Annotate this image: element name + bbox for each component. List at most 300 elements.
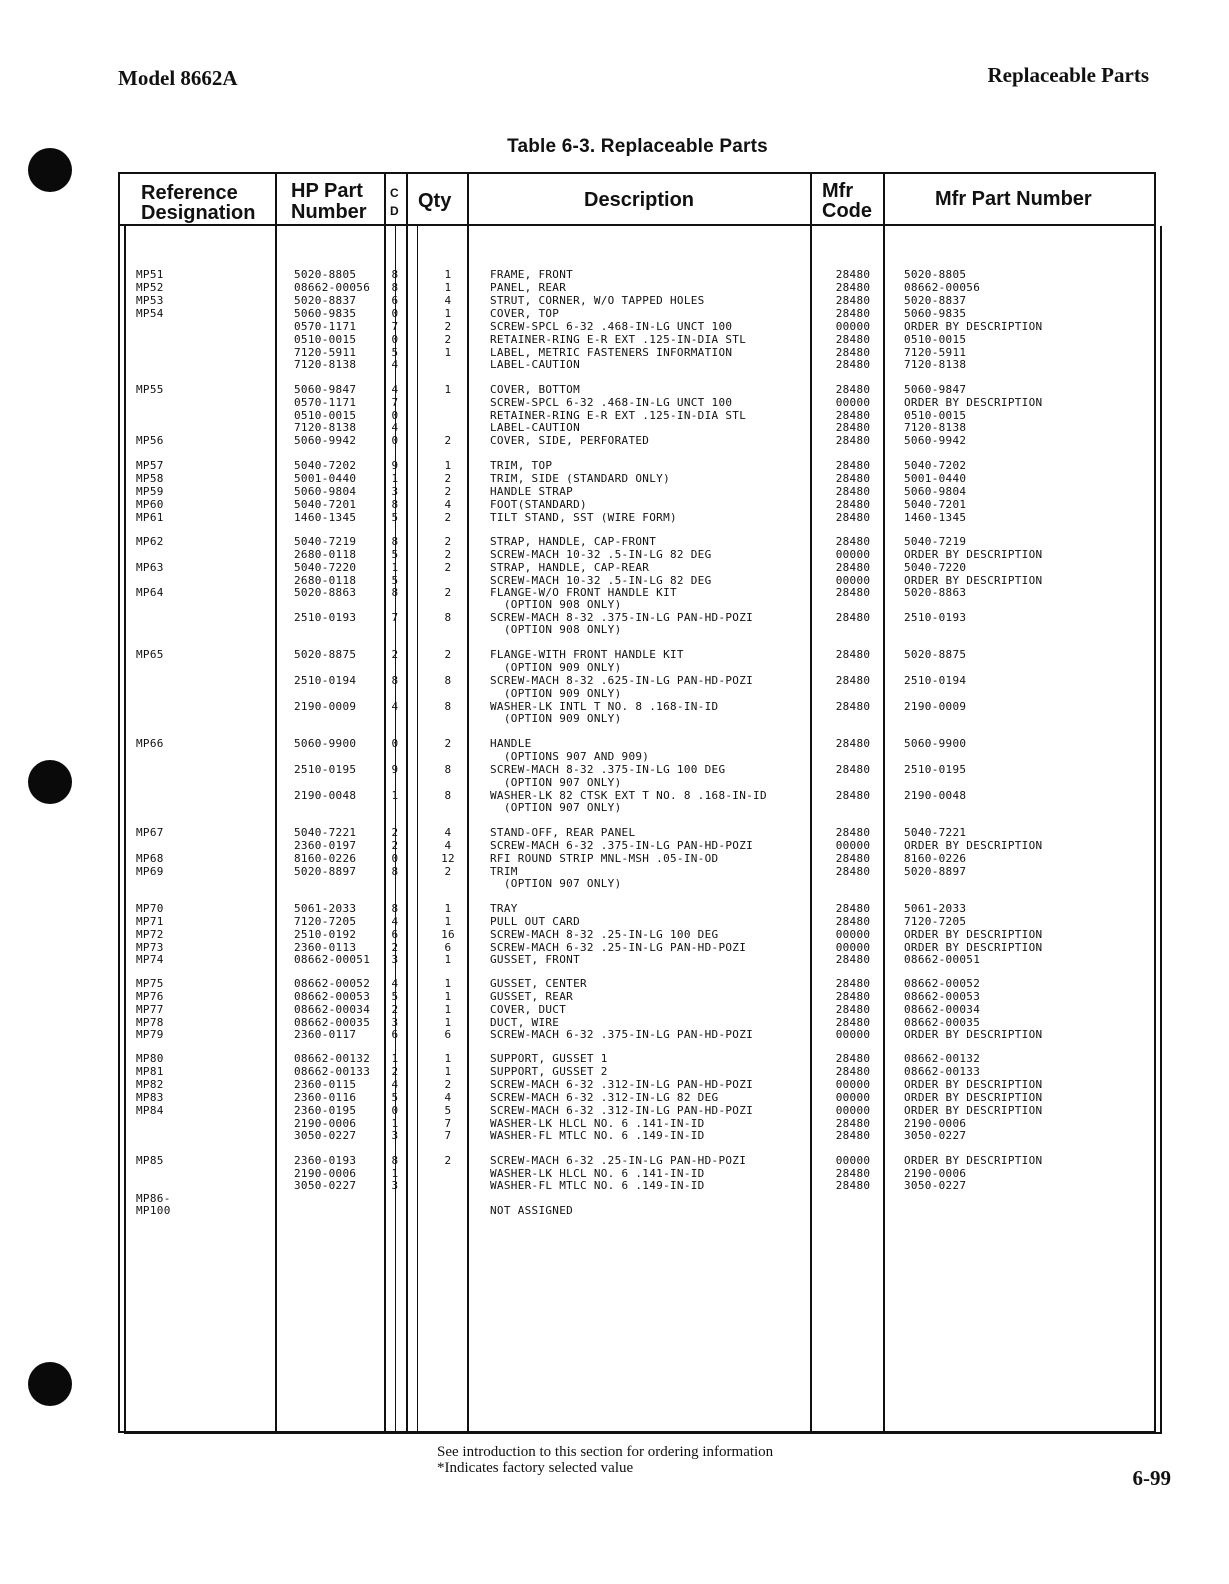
- table-row: [0, 990, 1229, 1003]
- ref-designation: MP84: [136, 1104, 164, 1117]
- description: FLANGE-W/O FRONT HANDLE KIT: [490, 586, 677, 599]
- quantity: 4: [444, 498, 452, 511]
- ref-designation: MP100: [136, 1204, 171, 1217]
- ref-designation: MP56: [136, 434, 164, 447]
- ref-designation: MP63: [136, 561, 164, 574]
- description: HANDLE STRAP: [490, 485, 574, 498]
- hp-part-number: 08662-00034: [294, 1003, 371, 1016]
- table-row: [0, 1003, 1229, 1016]
- mfr-part-number: 08662-00052: [904, 977, 981, 990]
- quantity: 4: [444, 1091, 452, 1104]
- table-row: [0, 1154, 1229, 1167]
- table-row: [0, 333, 1229, 346]
- quantity: 1: [444, 1016, 452, 1029]
- ref-designation: MP69: [136, 865, 164, 878]
- quantity: 8: [444, 789, 452, 802]
- hp-part-number: 2190-0048: [294, 789, 357, 802]
- table-row: [0, 320, 1229, 333]
- ref-designation: MP64: [136, 586, 164, 599]
- hp-part-number: 5040-7201: [294, 498, 357, 511]
- description: SCREW-MACH 6-32 .375-IN-LG PAN-HD-POZI: [490, 839, 754, 852]
- mfr-code: 28480: [835, 865, 871, 878]
- mfr-code: 28480: [835, 333, 871, 346]
- table-inner-bottom-rule: [124, 1432, 1162, 1434]
- mfr-part-number: 7120-7205: [904, 915, 967, 928]
- ref-designation: MP78: [136, 1016, 164, 1029]
- check-digit: 4: [391, 1078, 399, 1091]
- quantity: 5: [444, 1104, 452, 1117]
- quantity: 1: [444, 977, 452, 990]
- table-row: [0, 712, 1229, 725]
- table-row: [0, 421, 1229, 434]
- check-digit: 5: [391, 548, 399, 561]
- quantity: 2: [444, 586, 452, 599]
- mfr-code: 28480: [835, 674, 871, 687]
- description: FLANGE-WITH FRONT HANDLE KIT: [490, 648, 684, 661]
- hp-part-number: 2510-0192: [294, 928, 357, 941]
- header-rule: [118, 224, 1154, 226]
- mfr-code: 28480: [835, 268, 871, 281]
- check-digit: 3: [391, 1179, 399, 1192]
- hp-part-number: 7120-8138: [294, 358, 357, 371]
- mfr-part-number: 5060-9942: [904, 434, 967, 447]
- description: STRAP, HANDLE, CAP-FRONT: [490, 535, 657, 548]
- description: STRAP, HANDLE, CAP-REAR: [490, 561, 650, 574]
- description: RFI ROUND STRIP MNL-MSH .05-IN-OD: [490, 852, 719, 865]
- mfr-code: 00000: [835, 548, 871, 561]
- mfr-part-number: 2190-0006: [904, 1167, 967, 1180]
- mfr-part-number: ORDER BY DESCRIPTION: [904, 574, 1043, 587]
- ref-designation: MP85: [136, 1154, 164, 1167]
- col-header-ref-line2: Designation: [141, 202, 256, 224]
- hp-part-number: 2510-0195: [294, 763, 357, 776]
- ref-designation: MP57: [136, 459, 164, 472]
- table-row: [0, 511, 1229, 524]
- table-row: [0, 548, 1229, 561]
- mfr-code: 28480: [835, 1003, 871, 1016]
- ref-designation: MP71: [136, 915, 164, 928]
- quantity: 2: [444, 865, 452, 878]
- description: SCREW-MACH 8-32 .375-IN-LG PAN-HD-POZI: [490, 611, 754, 624]
- description: NOT ASSIGNED: [490, 1204, 574, 1217]
- mfr-code: 28480: [835, 346, 871, 359]
- table-row: [0, 801, 1229, 814]
- check-digit: 8: [391, 535, 399, 548]
- table-row: [0, 535, 1229, 548]
- hp-part-number: 2680-0118: [294, 574, 357, 587]
- quantity: 8: [444, 700, 452, 713]
- mfr-part-number: ORDER BY DESCRIPTION: [904, 396, 1043, 409]
- quantity: 2: [444, 648, 452, 661]
- mfr-code: 28480: [835, 459, 871, 472]
- hp-part-number: 7120-5911: [294, 346, 357, 359]
- check-digit: 5: [391, 346, 399, 359]
- mfr-code: 28480: [835, 826, 871, 839]
- mfr-part-number: 5040-7220: [904, 561, 967, 574]
- mfr-code: 28480: [835, 485, 871, 498]
- check-digit: 0: [391, 737, 399, 750]
- table-row: [0, 648, 1229, 661]
- table-row: [0, 459, 1229, 472]
- description: SCREW-MACH 6-32 .25-IN-LG PAN-HD-POZI: [490, 1154, 747, 1167]
- table-row: [0, 358, 1229, 371]
- check-digit: 3: [391, 953, 399, 966]
- check-digit: 4: [391, 421, 399, 434]
- description: SCREW-MACH 6-32 .312-IN-LG 82 DEG: [490, 1091, 719, 1104]
- table-row: [0, 902, 1229, 915]
- mfr-part-number: 5040-7221: [904, 826, 967, 839]
- footer-note-ordering: See introduction to this section for ordering information: [437, 1444, 774, 1460]
- mfr-part-number: 2510-0195: [904, 763, 967, 776]
- check-digit: 1: [391, 1167, 399, 1180]
- mfr-code: 28480: [835, 358, 871, 371]
- mfr-part-number: 8160-0226: [904, 852, 967, 865]
- mfr-part-number: 0510-0015: [904, 409, 967, 422]
- quantity: 2: [444, 472, 452, 485]
- hp-part-number: 08662-00053: [294, 990, 371, 1003]
- mfr-code: 00000: [835, 839, 871, 852]
- check-digit: 2: [391, 826, 399, 839]
- mfr-part-number: 5060-9835: [904, 307, 967, 320]
- col-header-hp-line1: HP Part: [291, 180, 363, 202]
- ref-designation: MP60: [136, 498, 164, 511]
- description: (OPTION 907 ONLY): [490, 776, 622, 789]
- table-row: [0, 281, 1229, 294]
- table-row: [0, 674, 1229, 687]
- col-header-description: Description: [584, 189, 695, 211]
- description: TRIM: [490, 865, 518, 878]
- description: STAND-OFF, REAR PANEL: [490, 826, 636, 839]
- ref-designation: MP81: [136, 1065, 164, 1078]
- mfr-code: 28480: [835, 763, 871, 776]
- ref-designation: MP61: [136, 511, 164, 524]
- mfr-part-number: 2190-0009: [904, 700, 967, 713]
- description: HANDLE: [490, 737, 532, 750]
- mfr-part-number: 5020-8875: [904, 648, 967, 661]
- quantity: 8: [444, 611, 452, 624]
- quantity: 4: [444, 839, 452, 852]
- description: SCREW-MACH 10-32 .5-IN-LG 82 DEG: [490, 548, 712, 561]
- mfr-code: 00000: [835, 928, 871, 941]
- ref-designation: MP67: [136, 826, 164, 839]
- table-row: [0, 1179, 1229, 1192]
- mfr-code: 28480: [835, 586, 871, 599]
- mfr-code: 28480: [835, 307, 871, 320]
- mfr-code: 28480: [835, 737, 871, 750]
- ref-designation: MP58: [136, 472, 164, 485]
- description: FOOT(STANDARD): [490, 498, 587, 511]
- hp-part-number: 2360-0195: [294, 1104, 357, 1117]
- mfr-part-number: 2510-0194: [904, 674, 967, 687]
- hp-part-number: 5040-7219: [294, 535, 357, 548]
- check-digit: 0: [391, 852, 399, 865]
- ref-designation: MP72: [136, 928, 164, 941]
- col-header-mfr-line1: Mfr: [822, 180, 854, 202]
- binder-hole-top: [28, 148, 72, 192]
- table-row: [0, 1078, 1229, 1091]
- ref-designation: MP76: [136, 990, 164, 1003]
- hp-part-number: 08662-00052: [294, 977, 371, 990]
- quantity: 2: [444, 320, 452, 333]
- check-digit: 5: [391, 1091, 399, 1104]
- check-digit: 2: [391, 839, 399, 852]
- description: SCREW-MACH 6-32 .25-IN-LG PAN-HD-POZI: [490, 941, 747, 954]
- ref-designation: MP54: [136, 307, 164, 320]
- description: (OPTION 909 ONLY): [490, 687, 622, 700]
- hp-part-number: 2360-0115: [294, 1078, 357, 1091]
- table-row: [0, 839, 1229, 852]
- hp-part-number: 5020-8837: [294, 294, 357, 307]
- description: WASHER-FL MTLC NO. 6 .149-IN-ID: [490, 1179, 705, 1192]
- mfr-part-number: ORDER BY DESCRIPTION: [904, 548, 1043, 561]
- ref-designation: MP73: [136, 941, 164, 954]
- mfr-part-number: 08662-00132: [904, 1052, 981, 1065]
- quantity: 2: [444, 1154, 452, 1167]
- hp-part-number: 08662-00132: [294, 1052, 371, 1065]
- mfr-part-number: ORDER BY DESCRIPTION: [904, 1154, 1043, 1167]
- mfr-code: 28480: [835, 1129, 871, 1142]
- mfr-code: 00000: [835, 1091, 871, 1104]
- check-digit: 8: [391, 865, 399, 878]
- mfr-part-number: 5060-9847: [904, 383, 967, 396]
- quantity: 1: [444, 307, 452, 320]
- hp-part-number: 5061-2033: [294, 902, 357, 915]
- hp-part-number: 3050-0227: [294, 1129, 357, 1142]
- mfr-part-number: 08662-00056: [904, 281, 981, 294]
- hp-part-number: 2190-0006: [294, 1117, 357, 1130]
- quantity: 2: [444, 737, 452, 750]
- description: GUSSET, REAR: [490, 990, 574, 1003]
- description: (OPTION 909 ONLY): [490, 712, 622, 725]
- table-row: [0, 472, 1229, 485]
- quantity: 2: [444, 511, 452, 524]
- section-header: Replaceable Parts: [987, 63, 1149, 87]
- check-digit: 1: [391, 561, 399, 574]
- col-header-qty: Qty: [418, 190, 452, 212]
- ref-designation: MP80: [136, 1052, 164, 1065]
- check-digit: 3: [391, 1129, 399, 1142]
- check-digit: 7: [391, 396, 399, 409]
- mfr-part-number: 5020-8805: [904, 268, 967, 281]
- table-row: [0, 661, 1229, 674]
- mfr-part-number: 08662-00035: [904, 1016, 981, 1029]
- check-digit: 4: [391, 700, 399, 713]
- mfr-code: 28480: [835, 421, 871, 434]
- mfr-code: 28480: [835, 1016, 871, 1029]
- table-row: [0, 776, 1229, 789]
- mfr-part-number: 5020-8863: [904, 586, 967, 599]
- description: PANEL, REAR: [490, 281, 567, 294]
- table-row: [0, 1204, 1229, 1217]
- binder-hole-bottom: [28, 1362, 72, 1406]
- description: TRAY: [490, 902, 518, 915]
- description: WASHER-LK 82 CTSK EXT T NO. 8 .168-IN-ID: [490, 789, 767, 802]
- hp-part-number: 2190-0009: [294, 700, 357, 713]
- hp-part-number: 5001-0440: [294, 472, 357, 485]
- description: COVER, DUCT: [490, 1003, 567, 1016]
- description: COVER, BOTTOM: [490, 383, 580, 396]
- hp-part-number: 08662-00133: [294, 1065, 371, 1078]
- hp-part-number: 2510-0194: [294, 674, 357, 687]
- hp-part-number: 0570-1171: [294, 396, 357, 409]
- description: WASHER-LK HLCL NO. 6 .141-IN-ID: [490, 1117, 705, 1130]
- quantity: 2: [444, 333, 452, 346]
- hp-part-number: 8160-0226: [294, 852, 357, 865]
- description: SCREW-MACH 8-32 .375-IN-LG 100 DEG: [490, 763, 726, 776]
- check-digit: 0: [391, 307, 399, 320]
- ref-designation: MP74: [136, 953, 164, 966]
- description: WASHER-FL MTLC NO. 6 .149-IN-ID: [490, 1129, 705, 1142]
- check-digit: 0: [391, 434, 399, 447]
- description: (OPTION 909 ONLY): [490, 661, 622, 674]
- hp-part-number: 2680-0118: [294, 548, 357, 561]
- check-digit: 2: [391, 1003, 399, 1016]
- hp-part-number: 7120-8138: [294, 421, 357, 434]
- table-row: [0, 877, 1229, 890]
- hp-part-number: 0570-1171: [294, 320, 357, 333]
- col-header-hp-line2: Number: [291, 201, 367, 223]
- quantity: 12: [441, 852, 455, 865]
- page-number: 6-99: [1132, 1466, 1171, 1490]
- table-row: [0, 750, 1229, 763]
- mfr-code: 00000: [835, 1154, 871, 1167]
- hp-part-number: 1460-1345: [294, 511, 357, 524]
- check-digit: 6: [391, 928, 399, 941]
- mfr-part-number: 5061-2033: [904, 902, 967, 915]
- ref-designation: MP79: [136, 1028, 164, 1041]
- quantity: 1: [444, 268, 452, 281]
- check-digit: 4: [391, 977, 399, 990]
- ref-designation: MP83: [136, 1091, 164, 1104]
- mfr-part-number: 3050-0227: [904, 1129, 967, 1142]
- mfr-part-number: 3050-0227: [904, 1179, 967, 1192]
- description: PULL OUT CARD: [490, 915, 580, 928]
- quantity: 1: [444, 459, 452, 472]
- mfr-code: 28480: [835, 535, 871, 548]
- description: GUSSET, FRONT: [490, 953, 580, 966]
- check-digit: 9: [391, 459, 399, 472]
- quantity: 2: [444, 535, 452, 548]
- hp-part-number: 5020-8863: [294, 586, 357, 599]
- mfr-part-number: ORDER BY DESCRIPTION: [904, 1078, 1043, 1091]
- mfr-part-number: 5040-7202: [904, 459, 967, 472]
- mfr-part-number: 08662-00034: [904, 1003, 981, 1016]
- mfr-code: 28480: [835, 1179, 871, 1192]
- mfr-part-number: 7120-8138: [904, 358, 967, 371]
- hp-part-number: 08662-00051: [294, 953, 371, 966]
- hp-part-number: 5060-9847: [294, 383, 357, 396]
- mfr-part-number: 2190-0048: [904, 789, 967, 802]
- mfr-code: 28480: [835, 852, 871, 865]
- description: COVER, SIDE, PERFORATED: [490, 434, 650, 447]
- check-digit: 1: [391, 472, 399, 485]
- description: SCREW-MACH 6-32 .312-IN-LG PAN-HD-POZI: [490, 1078, 754, 1091]
- quantity: 1: [444, 990, 452, 1003]
- mfr-code: 28480: [835, 472, 871, 485]
- quantity: 2: [444, 548, 452, 561]
- description: SCREW-MACH 6-32 .375-IN-LG PAN-HD-POZI: [490, 1028, 754, 1041]
- col-header-mfr-line2: Code: [822, 200, 872, 222]
- check-digit: 3: [391, 1016, 399, 1029]
- quantity: 1: [444, 902, 452, 915]
- check-digit: 4: [391, 915, 399, 928]
- model-header: Model 8662A: [118, 66, 238, 90]
- description: SCREW-MACH 10-32 .5-IN-LG 82 DEG: [490, 574, 712, 587]
- table-row: [0, 268, 1229, 281]
- mfr-part-number: 5060-9804: [904, 485, 967, 498]
- mfr-part-number: 7120-8138: [904, 421, 967, 434]
- quantity: 1: [444, 281, 452, 294]
- mfr-part-number: ORDER BY DESCRIPTION: [904, 941, 1043, 954]
- hp-part-number: 5060-9835: [294, 307, 357, 320]
- ref-designation: MP55: [136, 383, 164, 396]
- description: SCREW-SPCL 6-32 .468-IN-LG UNCT 100: [490, 396, 733, 409]
- ref-designation: MP59: [136, 485, 164, 498]
- description: SCREW-MACH 6-32 .312-IN-LG PAN-HD-POZI: [490, 1104, 754, 1117]
- check-digit: 8: [391, 281, 399, 294]
- description: LABEL, METRIC FASTENERS INFORMATION: [490, 346, 733, 359]
- hp-part-number: 5060-9942: [294, 434, 357, 447]
- mfr-code: 28480: [835, 1167, 871, 1180]
- description: (OPTION 908 ONLY): [490, 623, 622, 636]
- col-header-cd-line1: C: [390, 186, 399, 200]
- quantity: 4: [444, 826, 452, 839]
- description: COVER, TOP: [490, 307, 560, 320]
- quantity: 2: [444, 434, 452, 447]
- mfr-code: 00000: [835, 396, 871, 409]
- description: GUSSET, CENTER: [490, 977, 587, 990]
- description: STRUT, CORNER, W/O TAPPED HOLES: [490, 294, 705, 307]
- col-header-cd-line2: D: [390, 204, 399, 218]
- description: SCREW-MACH 8-32 .25-IN-LG 100 DEG: [490, 928, 719, 941]
- description: RETAINER-RING E-R EXT .125-IN-DIA STL: [490, 409, 747, 422]
- table-row: [0, 561, 1229, 574]
- mfr-code: 28480: [835, 1052, 871, 1065]
- mfr-code: 28480: [835, 383, 871, 396]
- table-row: [0, 953, 1229, 966]
- quantity: 2: [444, 1078, 452, 1091]
- hp-part-number: 2510-0193: [294, 611, 357, 624]
- mfr-part-number: ORDER BY DESCRIPTION: [904, 1091, 1043, 1104]
- mfr-code: 00000: [835, 574, 871, 587]
- hp-part-number: 2190-0006: [294, 1167, 357, 1180]
- mfr-part-number: 5040-7219: [904, 535, 967, 548]
- ref-designation: MP52: [136, 281, 164, 294]
- description: SCREW-MACH 8-32 .625-IN-LG PAN-HD-POZI: [490, 674, 754, 687]
- check-digit: 5: [391, 990, 399, 1003]
- mfr-code: 28480: [835, 902, 871, 915]
- description: SUPPORT, GUSSET 2: [490, 1065, 608, 1078]
- ref-designation: MP75: [136, 977, 164, 990]
- ref-designation: MP77: [136, 1003, 164, 1016]
- check-digit: 6: [391, 294, 399, 307]
- check-digit: 5: [391, 511, 399, 524]
- hp-part-number: 5020-8805: [294, 268, 357, 281]
- description: WASHER-LK INTL T NO. 8 .168-IN-ID: [490, 700, 719, 713]
- description: (OPTION 907 ONLY): [490, 801, 622, 814]
- quantity: 1: [444, 1003, 452, 1016]
- description: RETAINER-RING E-R EXT .125-IN-DIA STL: [490, 333, 747, 346]
- table-row: [0, 498, 1229, 511]
- hp-part-number: 5060-9900: [294, 737, 357, 750]
- mfr-code: 28480: [835, 511, 871, 524]
- mfr-part-number: ORDER BY DESCRIPTION: [904, 1028, 1043, 1041]
- mfr-code: 00000: [835, 1078, 871, 1091]
- mfr-code: 28480: [835, 498, 871, 511]
- hp-part-number: 2360-0197: [294, 839, 357, 852]
- mfr-part-number: 5020-8897: [904, 865, 967, 878]
- col-header-mfr-part-number: Mfr Part Number: [935, 188, 1092, 210]
